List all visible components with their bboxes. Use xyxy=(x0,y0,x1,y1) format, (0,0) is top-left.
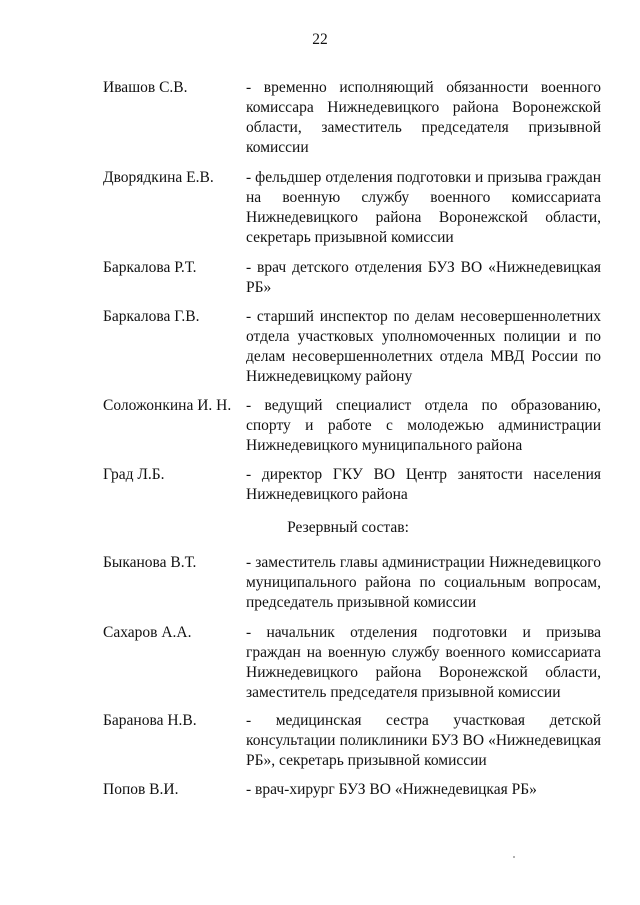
member-name: Баранова Н.В. xyxy=(103,712,197,729)
reserve-section-title: Резервный состав: xyxy=(287,519,409,536)
member-role: - фельдшер отделения подготовки и призыва граждан на военную службу военного комиссариата Нижнедевицкого района Воронежской области, секретарь призывной комиссии xyxy=(246,169,601,246)
member-name: Быканова В.Т. xyxy=(103,554,197,571)
member-name: Сахаров А.А. xyxy=(103,624,192,641)
member-name: Баркалова Р.Т. xyxy=(103,259,197,276)
member-role: - врач детского отделения БУЗ ВО «Нижнедевицкая РБ» xyxy=(246,259,601,296)
member-name: Баркалова Г.В. xyxy=(103,308,200,325)
member-role: - ведущий специалист отдела по образованию, спорту и работе с молодежью администрации Нижнедевицкого муниципального района xyxy=(246,397,601,454)
member-name: Дворядкина Е.В. xyxy=(103,169,214,186)
member-name: Соложонкина И. Н. xyxy=(103,397,232,414)
member-role: - старший инспектор по делам несовершеннолетних отдела участковых уполномоченных полиции и по делам несовершеннолетних отдела МВД России по Нижнедевицкому району xyxy=(246,308,601,385)
member-name: Град Л.Б. xyxy=(103,466,165,483)
page-number: 22 xyxy=(312,31,328,48)
member-role: - начальник отделения подготовки и призыва граждан на военную службу военного комиссариата Нижнедевицкого района Воронежской области, заместитель председателя призывной комиссии xyxy=(246,624,601,701)
member-name: Попов В.И. xyxy=(103,781,179,798)
member-role: - временно исполняющий обязанности военного комиссара Нижнедевицкого района Воронежской области, заместитель председателя призывной комиссии xyxy=(246,79,601,156)
scan-speck xyxy=(513,856,515,858)
member-role: - директор ГКУ ВО Центр занятости населения Нижнедевицкого района xyxy=(246,466,601,503)
member-role: - медицинская сестра участковая детской консультации поликлиники БУЗ ВО «Нижнедевицкая РБ», секретарь призывной комиссии xyxy=(246,712,601,769)
member-role: - врач-хирург БУЗ ВО «Нижнедевицкая РБ» xyxy=(246,781,537,798)
member-name: Ивашов С.В. xyxy=(103,79,188,96)
member-role: - заместитель главы администрации Нижнедевицкого муниципального района по социальным вопросам, председатель призывной комиссии xyxy=(246,554,601,611)
